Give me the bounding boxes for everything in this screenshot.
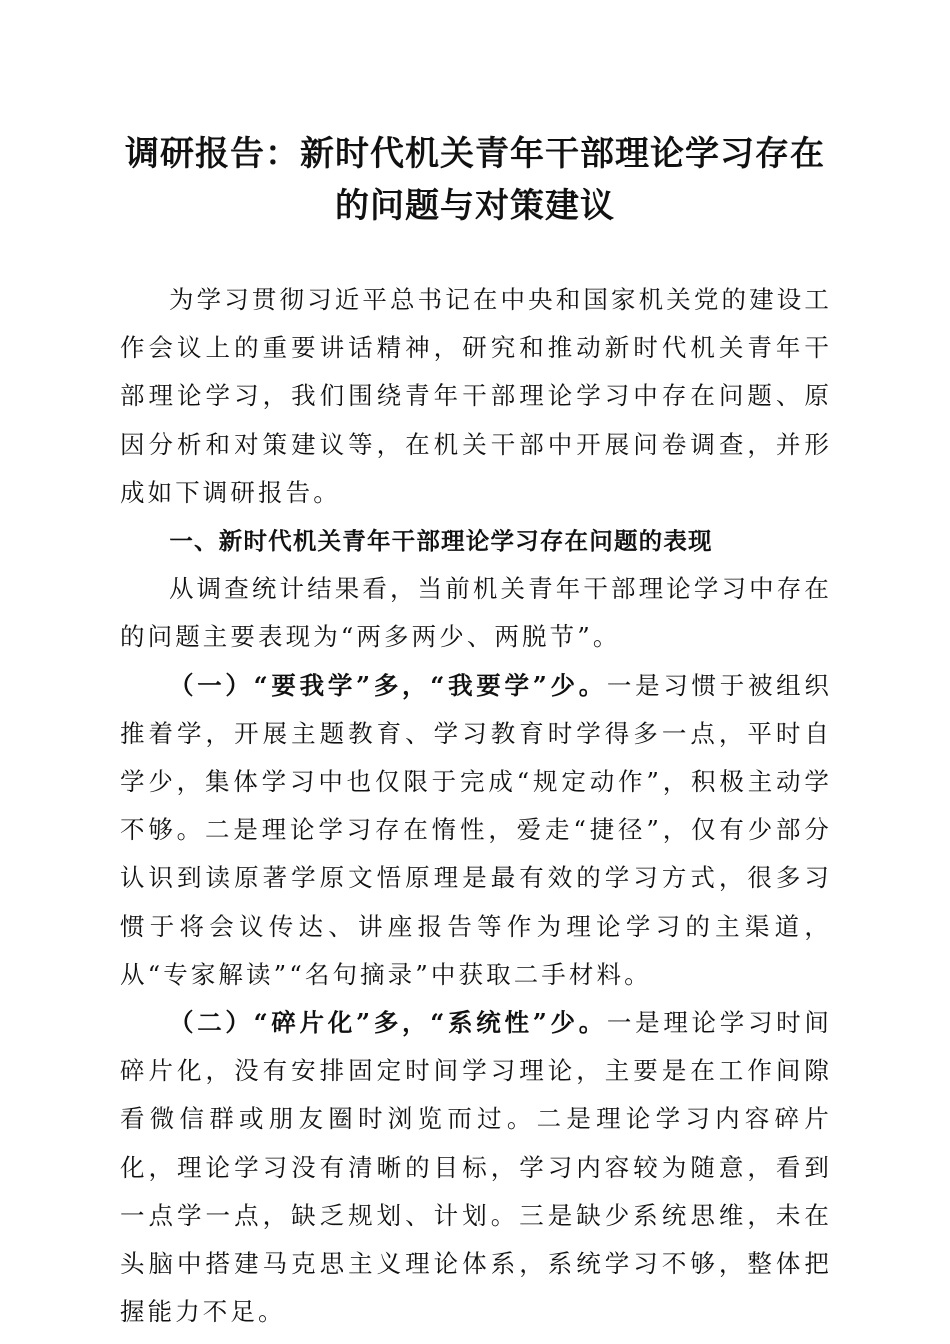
document-body [120,276,832,1336]
item-2-paragraph [120,999,832,1336]
item-2-title: （二）“碎片化”多，“系统性”少。 [169,1008,607,1038]
title-line-2: 的问题与对策建议 [335,186,615,226]
item-1-title: （一）“要我学”多，“我要学”少。 [169,670,607,700]
intro-paragraph: 为学习贯彻习近平总书记在中央和国家机关党的建设工作会议上的重要讲话精神，研究和推动新时代机关青年干部理论学习，我们围绕青年干部理论学习中存在问题、原因分析和对策建议等，在机关干部中开展问卷调查，并形成如下调研报告。 [120,285,832,507]
item-2-body: 一是理论学习时间碎片化，没有安排固定时间学习理论，主要是在工作间隙看微信群或朋友圈时浏览而过。二是理论学习内容碎片化，理论学习没有清晰的目标，学习内容较为随意，看到一点学一点，缺乏规划、计划。三是缺少系统思维，未在头脑中搭建马克思主义理论体系，系统学习不够，整体把握能力不足。 [120,1008,832,1327]
section-1-lead-paragraph: 从调查统计结果看，当前机关青年干部理论学习中存在的问题主要表现为“两多两少、两脱节”。 [120,574,832,652]
item-1-paragraph [120,662,832,999]
document-title [100,128,850,232]
item-1-body: 一是习惯于被组织推着学，开展主题教育、学习教育时学得多一点，平时自学少，集体学习中也仅限于完成“规定动作”，积极主动学不够。二是理论学习存在惰性，爱走“捷径”，仅有少部分认识到读原著学原文悟原理是最有效的学习方式，很多习惯于将会议传达、讲座报告等作为理论学习的主渠道，从“专家解读”“名句摘录”中获取二手材料。 [120,670,832,989]
section-1-heading: 一、新时代机关青年干部理论学习存在问题的表现 [169,527,713,556]
title-line-1: 调研报告：新时代机关青年干部理论学习存在 [125,134,825,174]
